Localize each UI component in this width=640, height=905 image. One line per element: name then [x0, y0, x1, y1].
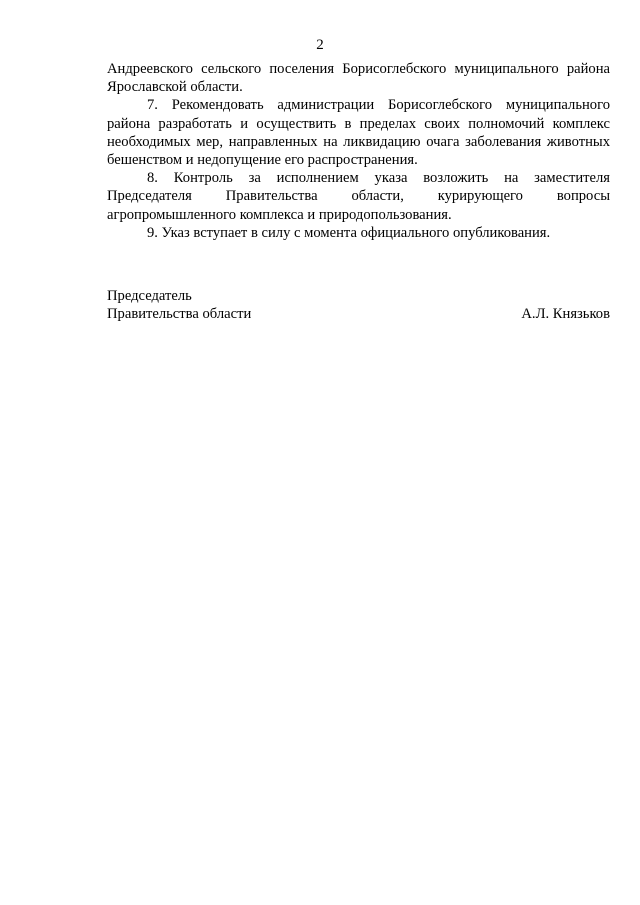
- paragraph-continuation: Андреевского сельского поселения Борисоглебского муниципального района Ярославской области.: [107, 61, 610, 96]
- paragraph-item-7: 7. Рекомендовать администрации Борисоглебского муниципального района разработать и осуществить в пределах своих полномочий комплекс необходимых мер, направленных на ликвидацию очага заболевания животных бешенством и недопущение его распространения.: [107, 97, 610, 169]
- paragraph-item-9: 9. Указ вступает в силу с момента официального опубликования.: [147, 224, 551, 241]
- paragraph-item-8: 8. Контроль за исполнением указа возложить на заместителя Председателя Правительства области, курирующего вопросы агропромышленного комплекса и природопользования.: [107, 170, 610, 223]
- page-number: 2: [316, 37, 324, 53]
- signatory-name: А.Л. Князьков: [521, 306, 610, 323]
- signatory-title-line1: Председатель: [107, 288, 192, 304]
- document-body: [107, 60, 610, 242]
- signature-block: [107, 287, 610, 323]
- signature-row: [107, 305, 610, 323]
- signatory-title-line2: Правительства области: [107, 306, 252, 323]
